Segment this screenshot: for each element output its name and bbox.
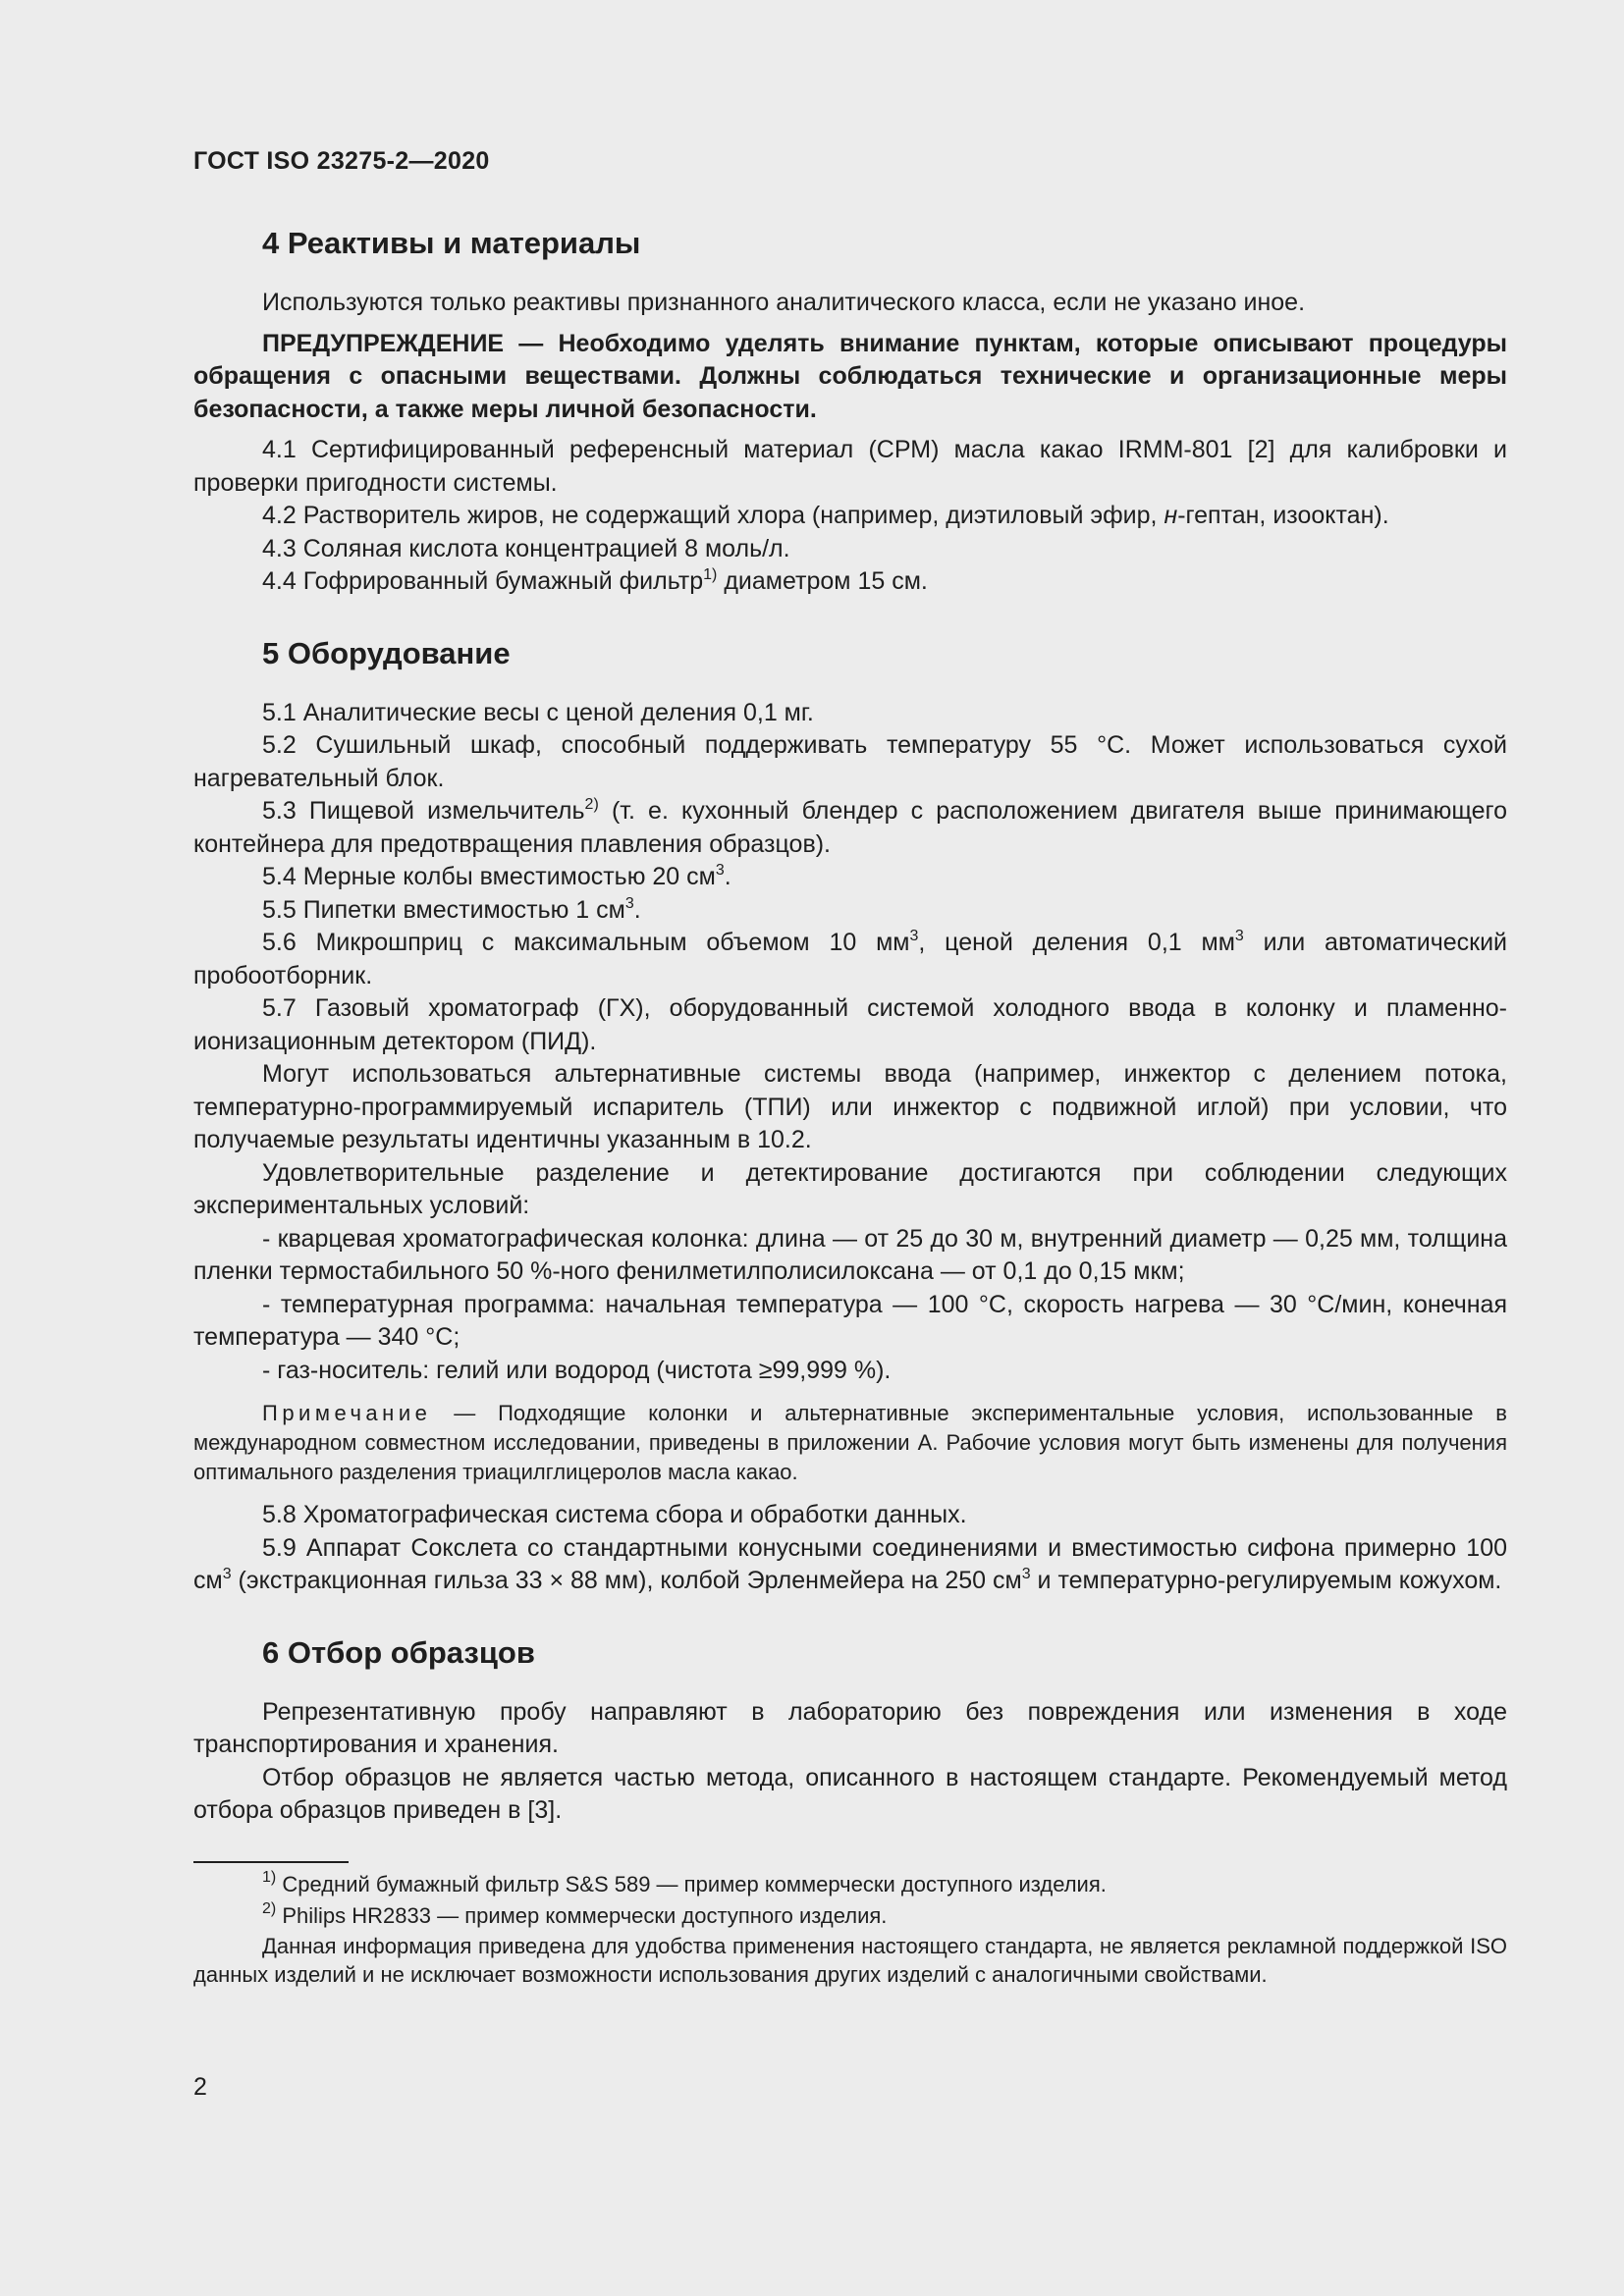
item-5-5-text-end: .: [633, 895, 641, 924]
section-6-heading: 6 Отбор образцов: [262, 1634, 535, 1670]
item-5-7: 5.7 Газовый хроматограф (ГХ), оборудованный системой холодного ввода в колонку и пламенно-ионизационным детектором (ПИД).: [193, 994, 1507, 1055]
footnote-disclaimer: Данная информация приведена для удобства применения настоящего стандарта, не является рекламной поддержкой ISO данных изделий и не исключает возможности использования других изделий с аналогичными свойствами.: [193, 1933, 1507, 1987]
item-5-6-text-mid: , ценой деления 0,1 мм: [918, 929, 1235, 956]
superscript: 3: [222, 1566, 232, 1582]
document-code-header: ГОСТ ISO 23275-2—2020: [193, 147, 490, 175]
item-5-9-text-mid: (экстракционная гильза 33 × 88 мм), колбой Эрленмейера на 250 см: [231, 1567, 1022, 1594]
footnote-2-mark: 2): [262, 1899, 277, 1917]
item-5-3: [193, 795, 1507, 861]
footnote-1: [193, 1869, 1507, 1900]
item-5-3-text: 5.3 Пищевой измельчитель: [262, 797, 585, 825]
footnote-ref-1[interactable]: 1): [703, 566, 718, 583]
note-label: Примечание: [262, 1401, 432, 1425]
document-body: [193, 224, 1507, 1989]
item-5-4-text: 5.4 Мерные колбы вместимостью 20 см: [262, 863, 716, 890]
item-5-9-text-end: и температурно-регулируемым кожухом.: [1030, 1567, 1502, 1594]
superscript: 3: [909, 928, 919, 944]
footnote-1-mark: 1): [262, 1868, 277, 1886]
item-5-4: [193, 861, 1507, 894]
footnote-ref-2[interactable]: 2): [584, 796, 599, 813]
item-5-6-text: 5.6 Микрошприц с максимальным объемом 10 мм: [262, 929, 910, 956]
superscript: 3: [624, 894, 634, 912]
item-5-6: [193, 927, 1507, 992]
item-5-1: 5.1 Аналитические весы с ценой деления 0,1 мг.: [262, 698, 814, 726]
item-4-4-text: 4.4 Гофрированный бумажный фильтр: [262, 567, 704, 595]
footnote-divider: [193, 1861, 349, 1863]
item-5-9-text: 5.9 Аппарат Сокслета со стандартными конусными соединениями и вместимостью сифона примерно 100 см: [193, 1533, 1507, 1594]
page-number: 2: [193, 2073, 207, 2101]
condition-temperature-program: - температурная программа: начальная температура — 100 °С, скорость нагрева — 30 °С/мин, конечная температура — 340 °С;: [193, 1290, 1507, 1351]
item-4-4: [193, 565, 1507, 599]
note-paragraph: [193, 1399, 1507, 1487]
item-5-8: 5.8 Хроматографическая система сбора и обработки данных.: [262, 1501, 967, 1528]
item-5-6-text-end: или автоматический пробоотборник.: [193, 929, 1507, 989]
section-4-intro: Используются только реактивы признанного аналитического класса, если не указано иное.: [262, 289, 1306, 316]
item-4-4-text-end: диаметром 15 см.: [717, 567, 928, 595]
item-4-1: 4.1 Сертифицированный референсный материал (СРМ) масла какао IRMM-801 [2] для калибровки и проверки пригодности системы.: [193, 436, 1507, 497]
item-5-9: [193, 1532, 1507, 1598]
superscript: 3: [715, 862, 725, 879]
condition-carrier-gas: - газ-носитель: гелий или водород (чистота ≥99,999 %).: [262, 1356, 892, 1384]
item-5-2: 5.2 Сушильный шкаф, способный поддерживать температуру 55 °С. Может использоваться сухой нагревательный блок.: [193, 731, 1507, 792]
item-5-4-text-end: .: [724, 863, 731, 890]
item-4-2: [193, 500, 1507, 533]
sampling-paragraph-1: Репрезентативную пробу направляют в лабораторию без повреждения или изменения в ходе транспортирования и хранения.: [193, 1697, 1507, 1758]
footnote-2-text: Philips HR2833 — пример коммерчески доступного изделия.: [276, 1902, 888, 1928]
superscript: 3: [1021, 1566, 1031, 1582]
item-4-2-italic: н: [1164, 502, 1178, 529]
footnote-1-text: Средний бумажный фильтр S&S 589 — пример коммерчески доступного изделия.: [276, 1871, 1107, 1896]
superscript: 3: [1234, 928, 1244, 944]
item-5-5-text: 5.5 Пипетки вместимостью 1 см: [262, 895, 625, 924]
section-5-heading: 5 Оборудование: [262, 635, 511, 670]
footnote-2: [193, 1900, 1507, 1932]
item-5-3-text-end: (т. е. кухонный блендер с расположением двигателя выше принимающего контейнера для предотвращения плавления образцов).: [193, 797, 1507, 858]
section-4-heading: 4 Реактивы и материалы: [262, 226, 641, 260]
item-5-5: [193, 894, 1507, 928]
item-4-3: 4.3 Соляная кислота концентрацией 8 моль/л.: [262, 534, 790, 562]
condition-column: - кварцевая хроматографическая колонка: длина — от 25 до 30 м, внутренний диаметр — 0,25 мм, толщина пленки термостабильного 50 %-ного фенилметилполисилоксана — от 0,1 до 0,15 мкм;: [193, 1224, 1507, 1285]
sampling-paragraph-2: Отбор образцов не является частью метода, описанного в настоящем стандарте. Рекомендуемый метод отбора образцов приведен в [3].: [193, 1763, 1507, 1824]
item-4-2-text-end: -гептан, изооктан).: [1177, 502, 1389, 529]
alternative-inputs-paragraph: Могут использоваться альтернативные системы ввода (например, инжектор с делением потока, температурно-программируемый испаритель (ТПИ) или инжектор с подвижной иглой) при условии, что получаемые результаты идентичны указанным в 10.2.: [193, 1060, 1507, 1153]
note-text: — Подходящие колонки и альтернативные экспериментальные условия, использованные в международном совместном исследовании, приведены в приложении А. Рабочие условия могут быть изменены для получения оптимального разделения триацилглицеролов масла какао.: [193, 1401, 1507, 1484]
item-4-2-text: 4.2 Растворитель жиров, не содержащий хлора (например, диэтиловый эфир,: [262, 502, 1164, 529]
warning-paragraph: ПРЕДУПРЕЖДЕНИЕ — Необходимо уделять внимание пунктам, которые описывают процедуры обращения с опасными веществами. Должны соблюдаться технические и организационные меры безопасности, а также меры личной безопасности.: [193, 329, 1507, 423]
conditions-paragraph: Удовлетворительные разделение и детектирование достигаются при соблюдении следующих экспериментальных условий:: [193, 1158, 1507, 1219]
